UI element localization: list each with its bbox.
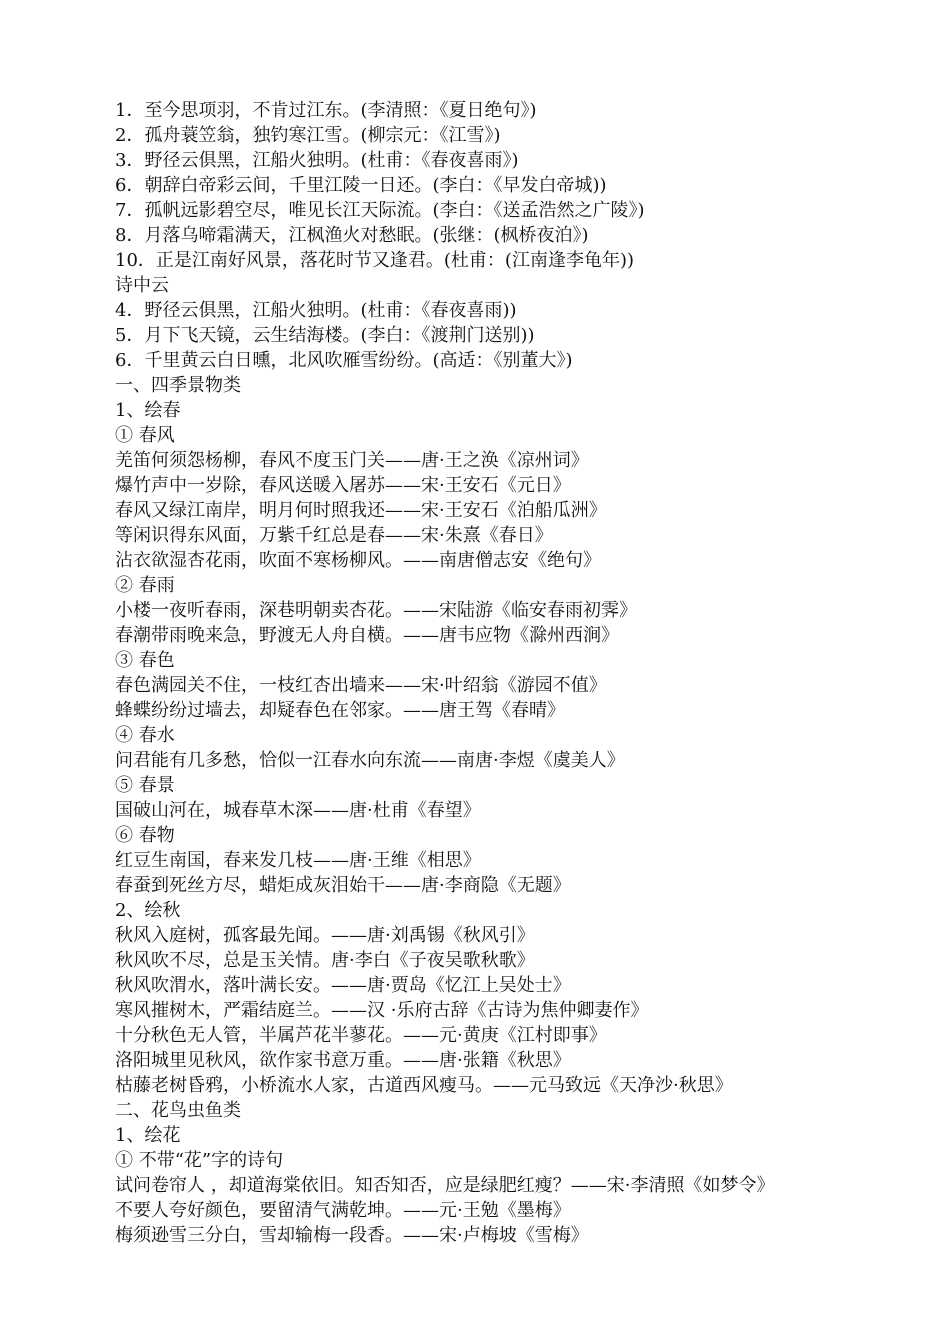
text-line: 国破山河在，城春草木深——唐·杜甫《春望》 bbox=[115, 800, 481, 821]
text-line: 春蚕到死丝方尽，蜡炬成灰泪始干——唐·李商隐《无题》 bbox=[115, 875, 571, 896]
text-line: 爆竹声中一岁除，春风送暖入屠苏——宋·王安石《元日》 bbox=[115, 475, 571, 496]
text-line: 十分秋色无人管，半属芦花半蓼花。——元·黄庚《江村即事》 bbox=[115, 1025, 607, 1046]
text-line: 问君能有几多愁，恰似一江春水向东流——南唐·李煜《虞美人》 bbox=[115, 750, 625, 771]
text-line: 等闲识得东风面，万紫千红总是春——宋·朱熹《春日》 bbox=[115, 525, 553, 546]
text-line: 蜂蝶纷纷过墙去，却疑春色在邻家。——唐王驾《春晴》 bbox=[115, 700, 565, 721]
text-line: 秋风吹渭水，落叶满长安。——唐·贾岛《忆江上吴处士》 bbox=[115, 975, 571, 996]
text-line: ① 春风 bbox=[115, 425, 175, 446]
text-line: ⑥ 春物 bbox=[115, 825, 175, 846]
text-line: ① 不带“花”字的诗句 bbox=[115, 1150, 284, 1171]
text-line: 春色满园关不住，一枝红杏出墙来——宋·叶绍翁《游园不值》 bbox=[115, 675, 607, 696]
text-line: 6．千里黄云白日曛，北风吹雁雪纷纷。(高适：《别董大》) bbox=[115, 350, 573, 371]
text-line: 寒风摧树木，严霜结庭兰。——汉 ·乐府古辞《古诗为焦仲卿妻作》 bbox=[115, 1000, 649, 1021]
text-line: 秋风入庭树，孤客最先闻。——唐·刘禹锡《秋风引》 bbox=[115, 925, 535, 946]
text-line: 2、绘秋 bbox=[115, 900, 181, 921]
text-line: 沾衣欲湿杏花雨，吹面不寒杨柳风。——南唐僧志安《绝句》 bbox=[115, 550, 601, 571]
text-line: 二、花鸟虫鱼类 bbox=[115, 1100, 241, 1121]
text-line: 1、绘花 bbox=[115, 1125, 181, 1146]
text-line: ③ 春色 bbox=[115, 650, 175, 671]
document-body bbox=[115, 98, 915, 1248]
text-line: 洛阳城里见秋风，欲作家书意万重。——唐·张籍《秋思》 bbox=[115, 1050, 571, 1071]
text-line: 秋风吹不尽，总是玉关情。唐·李白《子夜吴歌秋歌》 bbox=[115, 950, 535, 971]
text-line: 梅须逊雪三分白，雪却输梅一段香。——宋·卢梅坡《雪梅》 bbox=[115, 1225, 589, 1246]
text-line: 1．至今思项羽，不肯过江东。(李清照：《夏日绝句》) bbox=[115, 100, 537, 121]
text-line: 春潮带雨晚来急，野渡无人舟自横。——唐韦应物《滁州西涧》 bbox=[115, 625, 619, 646]
text-line: ② 春雨 bbox=[115, 575, 175, 596]
text-line: 1、绘春 bbox=[115, 400, 181, 421]
text-line: 10．正是江南好风景，落花时节又逢君。(杜甫：(江南逢李龟年)) bbox=[115, 250, 634, 271]
text-line: 枯藤老树昏鸦，小桥流水人家，古道西风瘦马。——元马致远《天净沙·秋思》 bbox=[115, 1075, 733, 1096]
text-line: 小楼一夜听春雨，深巷明朝卖杏花。——宋陆游《临安春雨初霁》 bbox=[115, 600, 637, 621]
text-line: 5．月下飞天镜，云生结海楼。(李白：《渡荆门送别)) bbox=[115, 325, 535, 346]
text-line: ④ 春水 bbox=[115, 725, 175, 746]
text-line: 6．朝辞白帝彩云间，千里江陵一日还。(李白：《早发白帝城)) bbox=[115, 175, 607, 196]
text-line: ⑤ 春景 bbox=[115, 775, 175, 796]
text-line: 红豆生南国，春来发几枝——唐·王维《相思》 bbox=[115, 850, 481, 871]
text-line: 试问卷帘人 ，却道海棠依旧。知否知否，应是绿肥红瘦？——宋·李清照《如梦令》 bbox=[115, 1175, 775, 1196]
text-line: 3．野径云俱黑，江船火独明。(杜甫：《春夜喜雨》) bbox=[115, 150, 519, 171]
text-line: 一、四季景物类 bbox=[115, 375, 241, 396]
text-line: 诗中云 bbox=[115, 275, 169, 296]
text-line: 7．孤帆远影碧空尽，唯见长江天际流。(李白：《送孟浩然之广陵》) bbox=[115, 200, 645, 221]
text-line: 4．野径云俱黑，江船火独明。(杜甫：《春夜喜雨)) bbox=[115, 300, 517, 321]
text-line: 羌笛何须怨杨柳，春风不度玉门关——唐·王之涣《凉州词》 bbox=[115, 450, 589, 471]
text-line: 8．月落乌啼霜满天，江枫渔火对愁眠。(张继：(枫桥夜泊》) bbox=[115, 225, 589, 246]
text-line: 2．孤舟蓑笠翁，独钓寒江雪。(柳宗元：《江雪》) bbox=[115, 125, 501, 146]
text-line: 不要人夸好颜色，要留清气满乾坤。——元·王勉《墨梅》 bbox=[115, 1200, 571, 1221]
text-line: 春风又绿江南岸，明月何时照我还——宋·王安石《泊船瓜洲》 bbox=[115, 500, 607, 521]
